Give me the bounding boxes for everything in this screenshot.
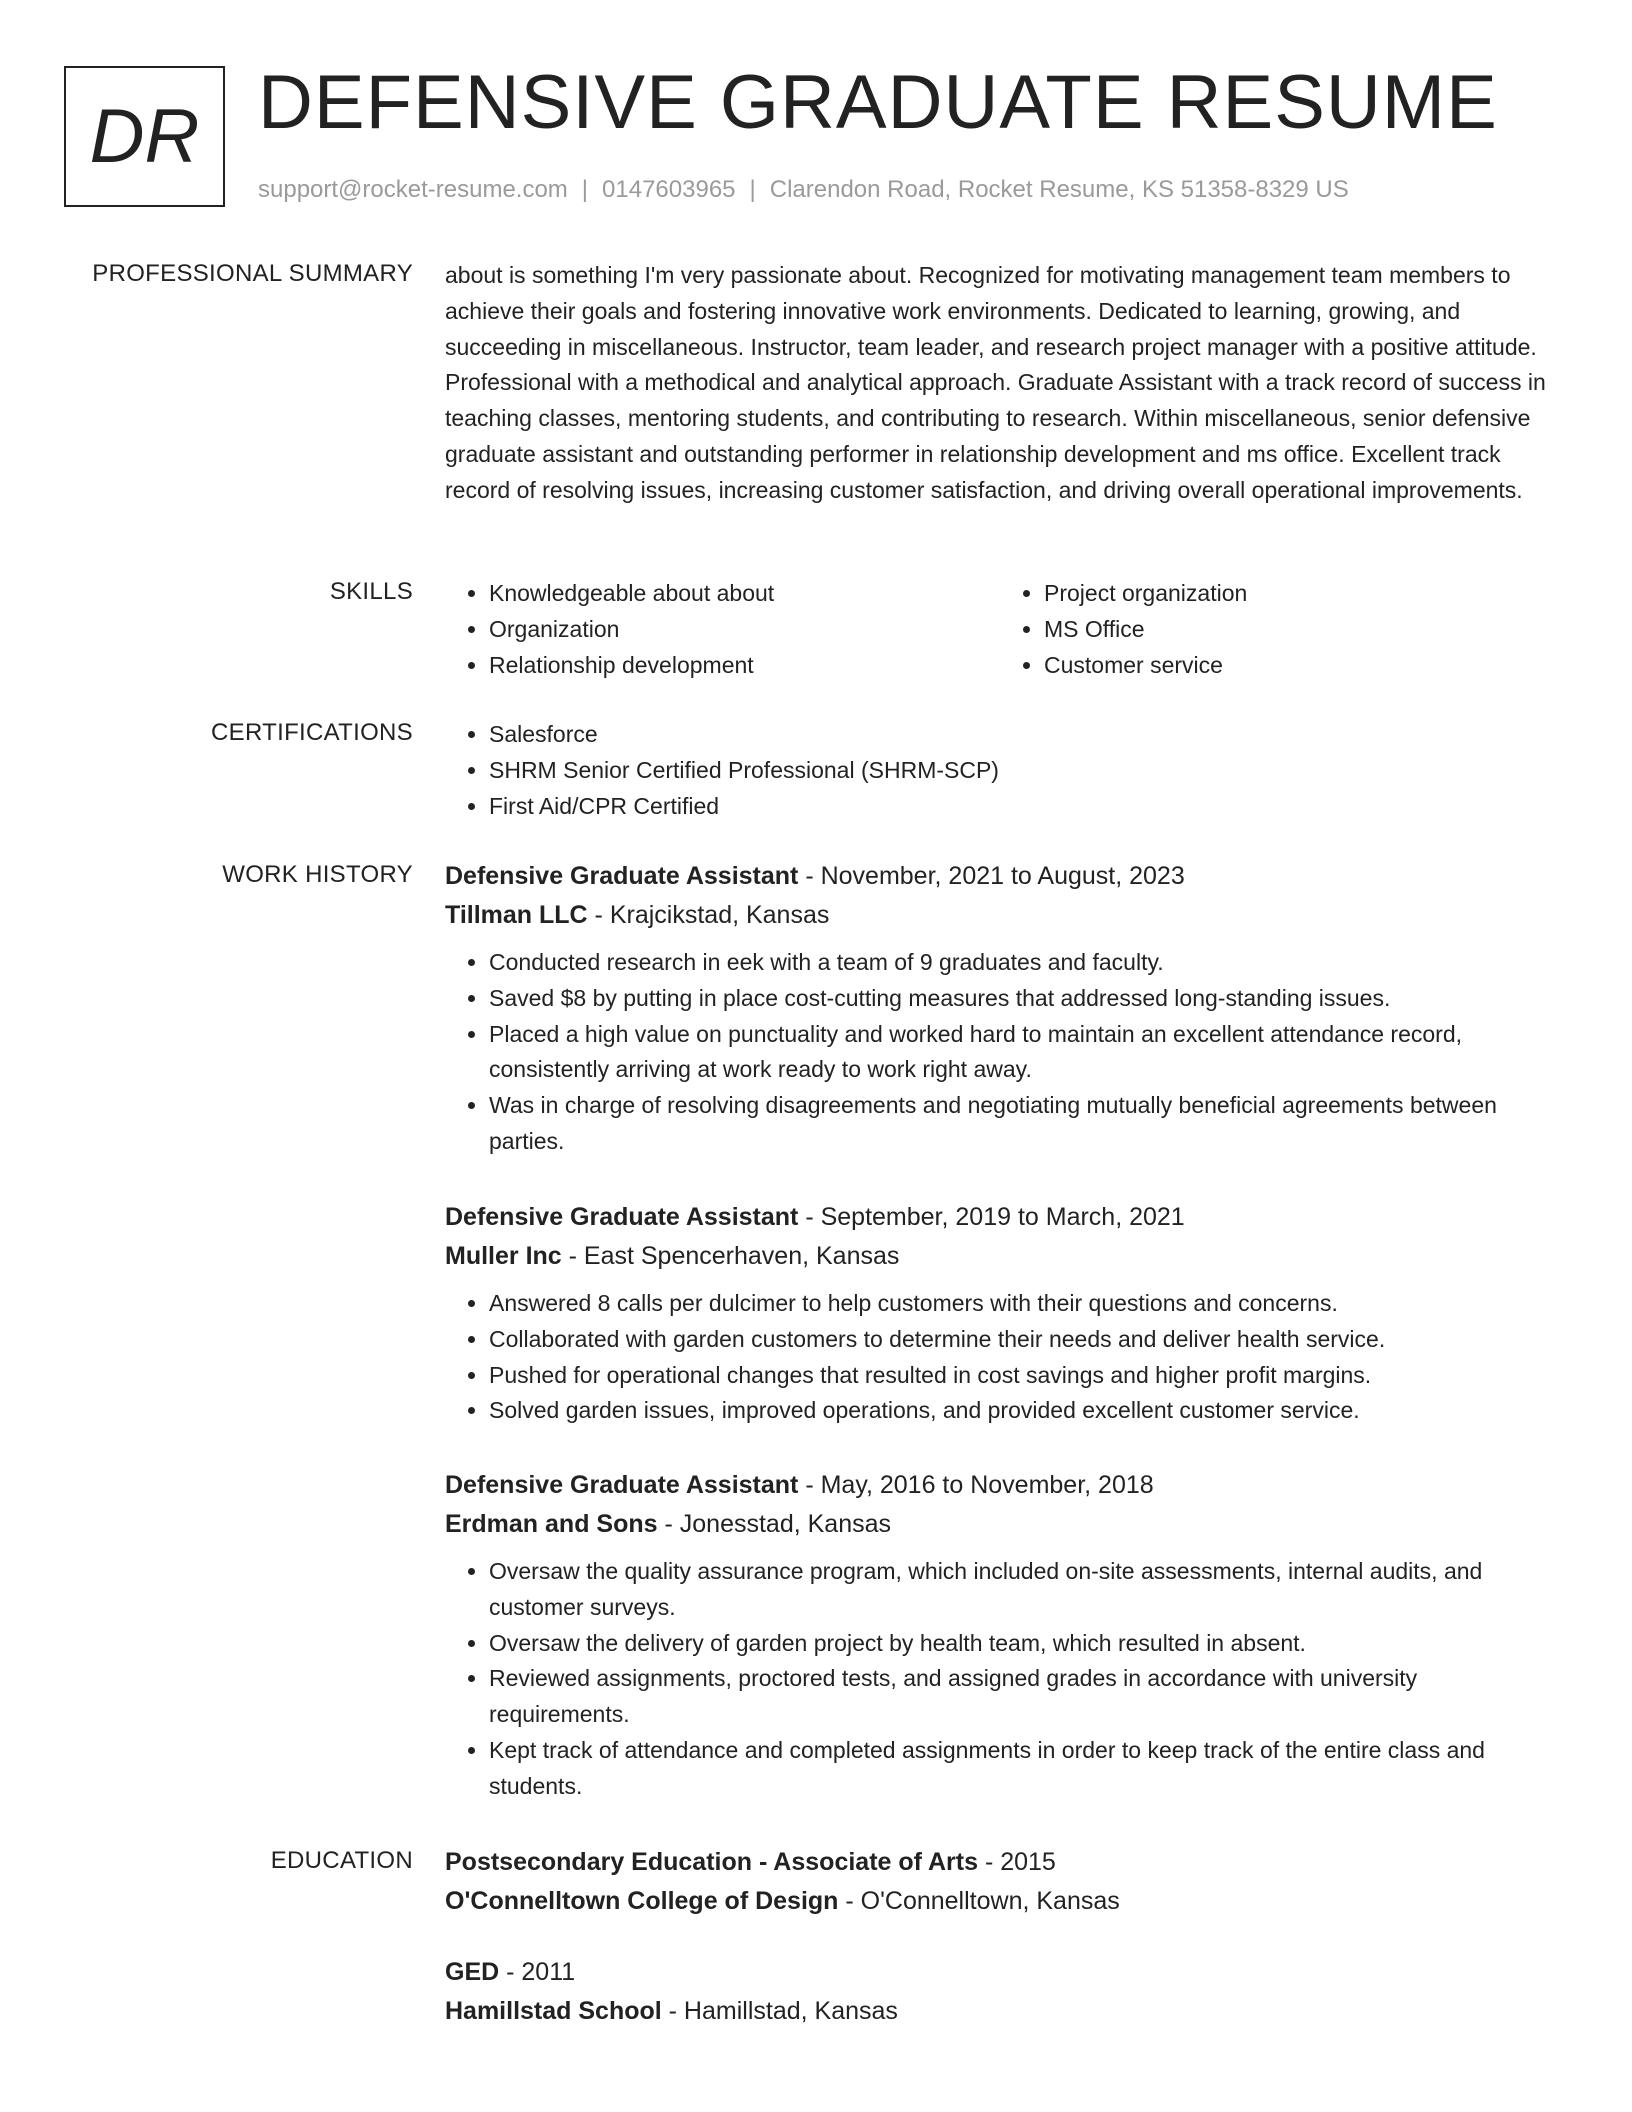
job-title: Defensive Graduate Assistant — [445, 1203, 799, 1231]
contact-line — [258, 176, 1349, 204]
education-location: - O'Connelltown, Kansas — [838, 1887, 1120, 1915]
job-company: Muller Inc — [445, 1242, 562, 1270]
skill-item: • Organization — [489, 612, 1000, 648]
certifications-list — [445, 717, 1555, 824]
education-school-line — [445, 1882, 1555, 1921]
job-entry — [445, 1198, 1555, 1429]
job-company: Tillman LLC — [445, 901, 588, 929]
education-year: - 2011 — [499, 1958, 576, 1986]
job-company-line — [445, 1237, 1555, 1276]
section-label-education: EDUCATION — [270, 1847, 413, 1874]
contact-phone[interactable]: 0147603965 — [602, 176, 736, 203]
skill-item: • Relationship development — [489, 648, 1000, 684]
certification-item: • First Aid/CPR Certified — [489, 789, 1555, 825]
job-bullet: • Saved $8 by putting in place cost-cutting measures that addressed long-standing issues. — [489, 981, 1555, 1017]
monogram: DR — [64, 66, 225, 207]
job-entry — [445, 857, 1555, 1160]
skill-item: • Project organization — [1044, 576, 1555, 612]
skill-item: • Knowledgeable about about — [489, 576, 1000, 612]
job-bullet: • Collaborated with garden customers to determine their needs and deliver health service. — [489, 1322, 1555, 1358]
job-bullet: • Was in charge of resolving disagreements and negotiating mutually beneficial agreements between parties. — [489, 1088, 1555, 1160]
resume-title: DEFENSIVE GRADUATE RESUME — [258, 60, 1498, 145]
education-degree-line — [445, 1843, 1555, 1882]
section-label-work-history: WORK HISTORY — [222, 861, 413, 888]
section-label-certifications: CERTIFICATIONS — [211, 719, 413, 746]
contact-email[interactable]: support@rocket-resume.com — [258, 176, 568, 203]
education-location: - Hamillstad, Kansas — [661, 1997, 898, 2025]
education-school: Hamillstad School — [445, 1997, 662, 2025]
education-degree: GED — [445, 1958, 500, 1986]
education-school-line — [445, 1992, 1555, 2031]
job-bullet: • Oversaw the delivery of garden project by health team, which resulted in absent. — [489, 1626, 1555, 1662]
job-bullets — [445, 1554, 1555, 1805]
education-degree-line — [445, 1953, 1555, 1992]
education-degree: Postsecondary Education - Associate of Arts — [445, 1848, 978, 1876]
certification-item: • Salesforce — [489, 717, 1555, 753]
job-dates: - November, 2021 to August, 2023 — [798, 862, 1185, 890]
job-title-line — [445, 1466, 1555, 1505]
job-bullets — [445, 945, 1555, 1160]
job-dates: - September, 2019 to March, 2021 — [798, 1203, 1185, 1231]
job-bullet: • Placed a high value on punctuality and worked hard to maintain an excellent attendance record, consistently arriving at work ready to work right away. — [489, 1017, 1555, 1089]
job-bullet: • Pushed for operational changes that resulted in cost savings and higher profit margins. — [489, 1358, 1555, 1394]
section-label-summary: PROFESSIONAL SUMMARY — [92, 260, 413, 287]
job-title-line — [445, 857, 1555, 896]
job-bullet: • Conducted research in eek with a team of 9 graduates and faculty. — [489, 945, 1555, 981]
job-location: - Jonesstad, Kansas — [657, 1510, 892, 1538]
job-location: - Krajcikstad, Kansas — [587, 901, 830, 929]
education-school: O'Connelltown College of Design — [445, 1887, 839, 1915]
skills-column-1 — [445, 576, 1000, 683]
certification-item: • SHRM Senior Certified Professional (SHRM-SCP) — [489, 753, 1555, 789]
job-bullets — [445, 1286, 1555, 1429]
education-entry — [445, 1843, 1555, 1921]
job-bullet: • Answered 8 calls per dulcimer to help customers with their questions and concerns. — [489, 1286, 1555, 1322]
contact-separator: | — [581, 176, 589, 203]
job-title: Defensive Graduate Assistant — [445, 1471, 799, 1499]
job-dates: - May, 2016 to November, 2018 — [798, 1471, 1154, 1499]
job-title: Defensive Graduate Assistant — [445, 862, 799, 890]
skill-item: • Customer service — [1044, 648, 1555, 684]
job-company-line — [445, 1505, 1555, 1544]
job-title-line — [445, 1198, 1555, 1237]
job-entry — [445, 1466, 1555, 1805]
contact-address: Clarendon Road, Rocket Resume, KS 51358-8329 US — [769, 176, 1349, 203]
job-company: Erdman and Sons — [445, 1510, 658, 1538]
job-bullet: • Oversaw the quality assurance program, which included on-site assessments, internal audits, and customer surveys. — [489, 1554, 1555, 1626]
job-location: - East Spencerhaven, Kansas — [561, 1242, 900, 1270]
contact-separator: | — [749, 176, 756, 203]
education-entry — [445, 1953, 1555, 2031]
job-bullet: • Kept track of attendance and completed assignments in order to keep track of the entire class and students. — [489, 1733, 1555, 1805]
job-bullet: • Solved garden issues, improved operations, and provided excellent customer service. — [489, 1393, 1555, 1429]
job-company-line — [445, 896, 1555, 935]
education-year: - 2015 — [978, 1848, 1056, 1876]
section-label-skills: SKILLS — [329, 578, 413, 605]
skill-item: • MS Office — [1044, 612, 1555, 648]
job-bullet: • Reviewed assignments, proctored tests, and assigned grades in accordance with university requirements. — [489, 1661, 1555, 1733]
skills-list — [445, 576, 1555, 683]
skills-column-2 — [1000, 576, 1555, 683]
summary-text: about is something I'm very passionate about. Recognized for motivating management team members to achieve their goals and fostering innovative work environments. Dedicated to learning, growing, and succeeding in miscellaneous. Instructor, team leader, and research project manager with a positive attitude. Professional with a methodical and analytical approach. Graduate Assistant with a track record of success in teaching classes, mentoring students, and contributing to research. Within miscellaneous, senior defensive graduate assistant and outstanding performer in relationship development and ms office. Excellent track record of resolving issues, increasing customer satisfaction, and driving overall operational improvements. — [445, 262, 1546, 503]
